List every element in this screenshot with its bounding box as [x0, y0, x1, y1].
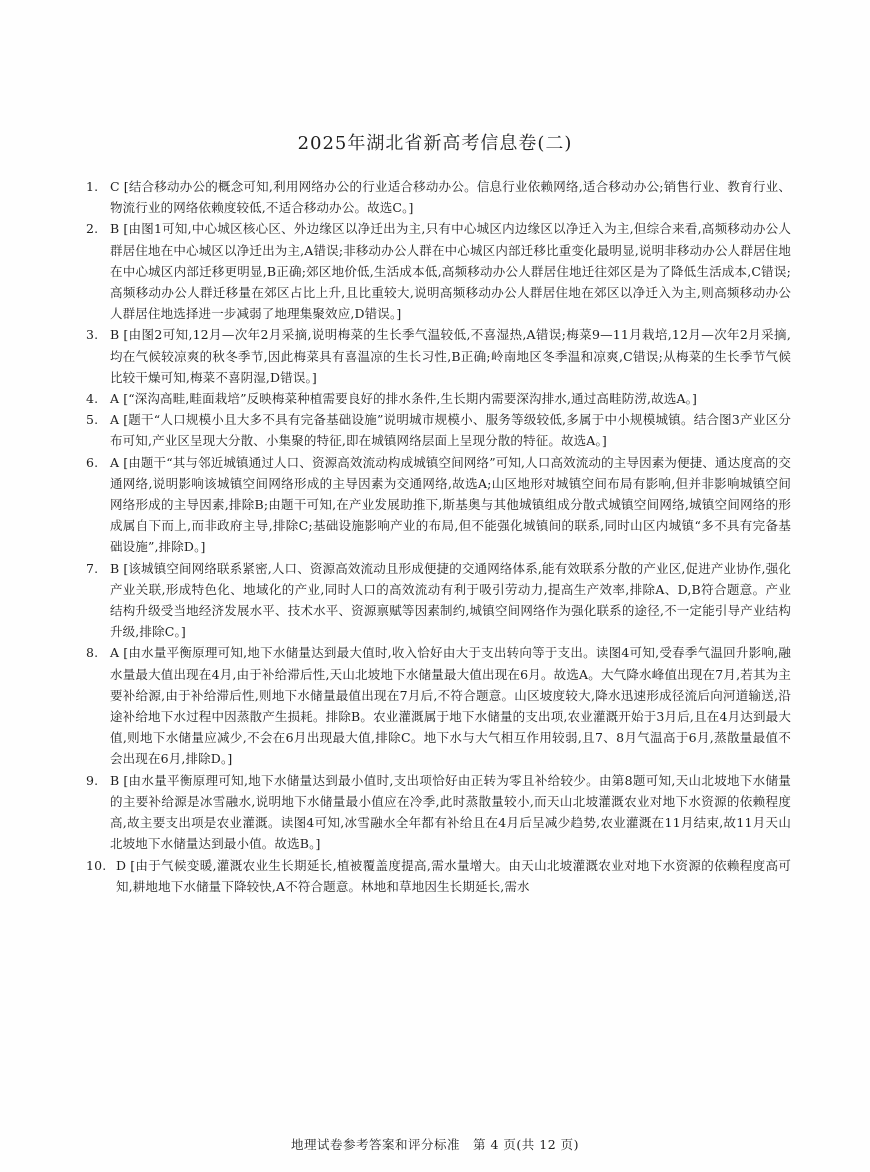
answer-item-3: [86, 324, 791, 388]
answer-item-9: [86, 770, 791, 855]
answer-number: 10.: [86, 857, 107, 873]
answer-number: 4.: [86, 391, 99, 407]
answer-body: [116, 855, 791, 897]
answer-list: [86, 176, 791, 897]
answer-item-2: [86, 218, 791, 324]
answer-explanation: [由水量平衡原理可知,地下水储量达到最大值时,收入恰好由大于支出转向等于支出。读图4可知,受春季气温回升影响,融水量最大值出现在4月,由于补给滞后性,天山北坡地下水储量最大值出现在6月。故选A。大气降水峰值出现在7月,若其为主要补给源,由于补给滞后性,则地下水储量最值出现在7月后,不符合题意。山区坡度较大,降水迅速形成径流后向河道输送,沿途补给地下水过程中因蒸散产生损耗。排除B。农业灌溉属于地下水储量的支出项,农业灌溉开始于3月后,且在4月达到最大值,则地下水储量应减少,不会在6月出现最大值,排除C。地下水与大气相互作用较弱,且7、8月气温高于6月,蒸散量最值不会出现在6月,排除D。]: [110, 645, 791, 767]
answer-choice: B: [110, 221, 120, 237]
answer-number: 2.: [86, 221, 99, 237]
answer-choice: B: [110, 772, 120, 788]
answer-body: [110, 452, 791, 558]
answer-body: [110, 770, 791, 855]
answer-body: [110, 409, 791, 451]
answer-explanation: [题干“人口规模小且大多不具有完备基础设施”说明城市规模小、服务等级较低,多属于中小规模城镇。结合图3产业区分布可知,产业区呈现大分散、小集聚的特征,即在城镇网络层面上呈现分散的特征。故选A。]: [110, 412, 791, 449]
answer-choice: D: [116, 857, 127, 873]
answer-item-1: [86, 176, 791, 218]
answer-item-8: [86, 642, 791, 769]
answer-body: [110, 218, 791, 324]
answer-choice: A: [110, 454, 120, 470]
answer-explanation: [由图2可知,12月—次年2月采摘,说明梅菜的生长季气温较低,不喜湿热,A错误;梅菜9—11月栽培,12月—次年2月采摘,均在气候较凉爽的秋冬季节,因此梅菜具有喜温凉的生长习性,B正确;岭南地区冬季温和凉爽,C错误;从梅菜的生长季节气候比较干燥可知,梅菜不喜阴湿,D错误。]: [110, 327, 791, 385]
answer-explanation: [由于气候变暖,灌溉农业生长期延长,植被覆盖度提高,需水量增大。由天山北坡灌溉农业对地下水资源的依赖程度高可知,耕地地下水储量下降较快,A不符合题意。林地和草地因生长期延长,需水: [116, 857, 791, 894]
page-title: 2025年湖北省新高考信息卷(二): [297, 133, 573, 154]
answer-number: 3.: [86, 327, 99, 343]
answer-choice: A: [110, 412, 120, 428]
answer-item-10: [86, 855, 791, 897]
answer-explanation: [由题干“其与邻近城镇通过人口、资源高效流动构成城镇空间网络”可知,人口高效流动的主导因素为便捷、通达度高的交通网络,说明影响该城镇空间网络形成的主导因素为交通网络,故选A;山区地形对城镇空间布局有影响,但并非影响城镇空间网络形成的主导因素,排除B;由题干可知,在产业发展助推下,斯基奥与其他城镇组成分散式城镇空间网络,城镇空间网络的形成属自下而上,而非政府主导,排除C;基础设施影响产业的布局,但不能强化城镇间的联系,同时山区内城镇“多不具有完备基础设施”,排除D。]: [110, 454, 791, 555]
answer-explanation: [“深沟高畦,畦面栽培”反映梅菜种植需要良好的排水条件,生长期内需要深沟排水,通过高畦防涝,故选A。]: [123, 391, 698, 407]
answer-choice: A: [110, 645, 120, 661]
answer-choice: C: [110, 179, 120, 194]
answer-number: 5.: [86, 412, 99, 428]
answer-item-7: [86, 558, 791, 643]
answer-explanation: [该城镇空间网络联系紧密,人口、资源高效流动且形成便捷的交通网络体系,能有效联系分散的产业区,促进产业协作,强化产业关联,形成特色化、地域化的产业,同时人口的高效流动有利于吸引劳动力,提高生产效率,排除A、D,B符合题意。产业结构升级受当地经济发展水平、技术水平、资源禀赋等因素制约,城镇空间网络作为强化联系的途径,不一定能引导产业结构升级,排除C。]: [110, 560, 791, 640]
answer-body: [110, 324, 791, 388]
answer-choice: A: [110, 391, 120, 407]
answer-number: 6.: [86, 454, 99, 470]
answer-number: 8.: [86, 645, 99, 661]
answer-explanation: [结合移动办公的概念可知,利用网络办公的行业适合移动办公。信息行业依赖网络,适合移动办公;销售行业、教育行业、物流行业的网络依赖度较低,不适合移动办公。故选C。]: [110, 179, 791, 216]
answer-choice: B: [110, 327, 120, 343]
answer-explanation: [由图1可知,中心城区核心区、外边缘区以净迁出为主,只有中心城区内边缘区以净迁入为主,但综合来看,高频移动办公人群居住地在中心城区以净迁出为主,A错误;非移动办公人群在中心城区内部迁移比重变化最明显,说明非移动办公人群居住地在中心城区内部迁移更明显,B正确;郊区地价低,生活成本低,高频移动办公人群居住地迁往郊区是为了降低生活成本,C错误;高频移动办公人群迁移量在郊区占比上升,且比重较大,说明高频移动办公人群居住地在郊区以净迁入为主,则高频移动办公人群居住地选择进一步减弱了地理集聚效应,D错误。]: [110, 221, 791, 322]
answer-body: [110, 176, 791, 218]
answer-choice: B: [110, 560, 120, 576]
answer-number: 7.: [86, 560, 99, 576]
answer-explanation: [由水量平衡原理可知,地下水储量达到最小值时,支出项恰好由正转为零且补给较少。由第8题可知,天山北坡地下水储量的主要补给源是冰雪融水,说明地下水储量最小值应在冷季,此时蒸散量较小,而天山北坡灌溉农业对地下水资源的依赖程度高,故主要支出项是农业灌溉。读图4可知,冰雪融水全年都有补给且在4月后呈减少趋势,农业灌溉在11月结束,故11月天山北坡地下水储量达到最小值。故选B。]: [110, 772, 791, 852]
answer-item-6: [86, 452, 791, 558]
answer-body: [110, 558, 791, 643]
answer-item-4: [86, 388, 791, 409]
page-footer: 地理试卷参考答案和评分标准 第 4 页(共 12 页): [290, 1137, 579, 1152]
answer-body: [110, 388, 791, 409]
answer-number: 1.: [86, 179, 99, 194]
answer-item-5: [86, 409, 791, 451]
answer-body: [110, 642, 791, 769]
answer-number: 9.: [86, 772, 99, 788]
